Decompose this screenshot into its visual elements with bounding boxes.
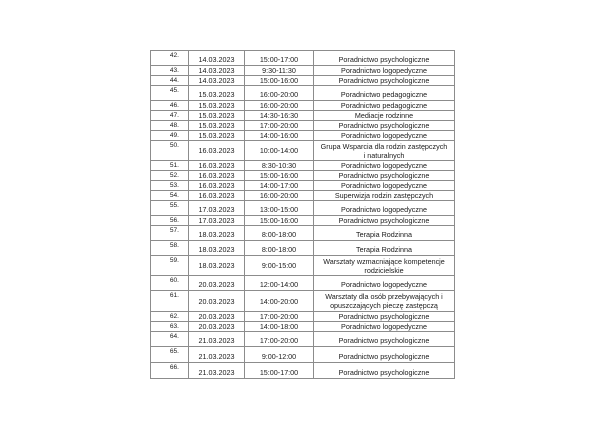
- row-date: 18.03.2023: [189, 226, 245, 241]
- row-description: Poradnictwo pedagogiczne: [314, 86, 455, 101]
- row-time: 16:00-20:00: [245, 101, 314, 111]
- row-date: 17.03.2023: [189, 216, 245, 226]
- table-row: [151, 191, 455, 201]
- row-time: 17:00-20:00: [245, 121, 314, 131]
- row-number: 46.: [151, 101, 189, 111]
- row-time: 16:00-20:00: [245, 86, 314, 101]
- row-time: 14:00-20:00: [245, 291, 314, 312]
- row-date: 21.03.2023: [189, 363, 245, 379]
- row-date: 20.03.2023: [189, 322, 245, 332]
- row-date: 17.03.2023: [189, 201, 245, 216]
- table-row: [151, 201, 455, 216]
- table-row: [151, 226, 455, 241]
- row-description-line-1: Grupa Wsparcia dla rodzin zastępczych: [320, 141, 448, 151]
- row-time: 17:00-20:00: [245, 332, 314, 347]
- row-number: 42.: [151, 51, 189, 66]
- row-number: 65.: [151, 347, 189, 363]
- row-time: 14:00-17:00: [245, 181, 314, 191]
- row-time: 15:00-16:00: [245, 171, 314, 181]
- row-number: 53.: [151, 181, 189, 191]
- row-description: Poradnictwo psychologiczne: [314, 347, 455, 363]
- row-date: 20.03.2023: [189, 291, 245, 312]
- row-date: 16.03.2023: [189, 171, 245, 181]
- row-time: 17:00-20:00: [245, 312, 314, 322]
- row-description: Poradnictwo logopedyczne: [314, 201, 455, 216]
- row-time: 14:30-16:30: [245, 111, 314, 121]
- table-row: [151, 101, 455, 111]
- row-number: 64.: [151, 332, 189, 347]
- row-date: 15.03.2023: [189, 86, 245, 101]
- row-description: [314, 291, 455, 312]
- table-row: [151, 322, 455, 332]
- row-description: Terapia Rodzinna: [314, 226, 455, 241]
- row-date: 16.03.2023: [189, 161, 245, 171]
- row-time: 16:00-20:00: [245, 191, 314, 201]
- row-time: 15:00-17:00: [245, 51, 314, 66]
- row-date: 16.03.2023: [189, 191, 245, 201]
- row-description: Poradnictwo psychologiczne: [314, 216, 455, 226]
- row-time: 8:00-18:00: [245, 241, 314, 256]
- schedule-table: [150, 50, 455, 379]
- table-row: [151, 332, 455, 347]
- row-number: 50.: [151, 141, 189, 161]
- row-number: 52.: [151, 171, 189, 181]
- row-number: 58.: [151, 241, 189, 256]
- row-description: Poradnictwo logopedyczne: [314, 276, 455, 291]
- row-number: 44.: [151, 76, 189, 86]
- row-number: 61.: [151, 291, 189, 312]
- row-number: 45.: [151, 86, 189, 101]
- row-description: [314, 141, 455, 161]
- table-row: [151, 347, 455, 363]
- row-number: 43.: [151, 66, 189, 76]
- row-description: Poradnictwo logopedyczne: [314, 161, 455, 171]
- row-description: Terapia Rodzinna: [314, 241, 455, 256]
- row-date: 14.03.2023: [189, 51, 245, 66]
- row-date: 15.03.2023: [189, 101, 245, 111]
- schedule-body: [151, 51, 455, 379]
- row-time: 9:00-12:00: [245, 347, 314, 363]
- row-date: 14.03.2023: [189, 76, 245, 86]
- row-date: 18.03.2023: [189, 241, 245, 256]
- row-date: 20.03.2023: [189, 276, 245, 291]
- row-date: 15.03.2023: [189, 121, 245, 131]
- row-description-line-2: i naturalnych: [363, 150, 405, 160]
- table-row: [151, 141, 455, 161]
- row-time: 12:00-14:00: [245, 276, 314, 291]
- row-number: 63.: [151, 322, 189, 332]
- table-row: [151, 161, 455, 171]
- row-description-line-1: Warsztaty dla osób przebywających i: [325, 292, 443, 301]
- row-date: 15.03.2023: [189, 111, 245, 121]
- row-time: 15:00-17:00: [245, 363, 314, 379]
- row-time: 8:00-18:00: [245, 226, 314, 241]
- row-number: 47.: [151, 111, 189, 121]
- row-description: Poradnictwo psychologiczne: [314, 121, 455, 131]
- row-time: 13:00-15:00: [245, 201, 314, 216]
- row-description: Poradnictwo psychologiczne: [314, 332, 455, 347]
- table-row: [151, 51, 455, 66]
- row-number: 54.: [151, 191, 189, 201]
- row-description: Superwizja rodzin zastępczych: [314, 191, 455, 201]
- row-number: 49.: [151, 131, 189, 141]
- table-row: [151, 256, 455, 276]
- row-description: [314, 256, 455, 276]
- row-date: 21.03.2023: [189, 347, 245, 363]
- row-time: 14:00-16:00: [245, 131, 314, 141]
- row-description: Poradnictwo logopedyczne: [314, 181, 455, 191]
- row-time: 15:00-16:00: [245, 76, 314, 86]
- table-row: [151, 111, 455, 121]
- row-number: 48.: [151, 121, 189, 131]
- table-row: [151, 121, 455, 131]
- table-row: [151, 86, 455, 101]
- row-number: 51.: [151, 161, 189, 171]
- table-row: [151, 216, 455, 226]
- row-description-line-2: rodzicielskie: [364, 265, 404, 275]
- table-row: [151, 312, 455, 322]
- row-description: Poradnictwo logopedyczne: [314, 322, 455, 332]
- row-number: 57.: [151, 226, 189, 241]
- table-row: [151, 363, 455, 379]
- row-description: Poradnictwo logopedyczne: [314, 131, 455, 141]
- row-time: 15:00-16:00: [245, 216, 314, 226]
- row-time: 9:30-11:30: [245, 66, 314, 76]
- row-description-line-2: opuszczających pieczę zastępczą: [330, 301, 438, 310]
- row-time: 9:00-15:00: [245, 256, 314, 276]
- row-time: 14:00-18:00: [245, 322, 314, 332]
- row-time: 8:30-10:30: [245, 161, 314, 171]
- row-description: Poradnictwo psychologiczne: [314, 76, 455, 86]
- row-date: 15.03.2023: [189, 131, 245, 141]
- row-number: 55.: [151, 201, 189, 216]
- table-row: [151, 276, 455, 291]
- table-row: [151, 241, 455, 256]
- row-date: 18.03.2023: [189, 256, 245, 276]
- row-description: Mediacje rodzinne: [314, 111, 455, 121]
- row-description: Poradnictwo psychologiczne: [314, 51, 455, 66]
- row-number: 66.: [151, 363, 189, 379]
- row-description-line-1: Warsztaty wzmacniające kompetencje: [323, 256, 445, 266]
- row-date: 21.03.2023: [189, 332, 245, 347]
- row-time: 10:00-14:00: [245, 141, 314, 161]
- row-description: Poradnictwo pedagogiczne: [314, 101, 455, 111]
- row-date: 14.03.2023: [189, 66, 245, 76]
- row-description: Poradnictwo psychologiczne: [314, 171, 455, 181]
- table-row: [151, 171, 455, 181]
- row-number: 60.: [151, 276, 189, 291]
- row-date: 16.03.2023: [189, 141, 245, 161]
- row-number: 59.: [151, 256, 189, 276]
- row-description: Poradnictwo psychologiczne: [314, 312, 455, 322]
- table-row: [151, 291, 455, 312]
- table-row: [151, 76, 455, 86]
- row-description: Poradnictwo logopedyczne: [314, 66, 455, 76]
- row-date: 20.03.2023: [189, 312, 245, 322]
- table-row: [151, 181, 455, 191]
- row-number: 56.: [151, 216, 189, 226]
- row-number: 62.: [151, 312, 189, 322]
- table-row: [151, 66, 455, 76]
- row-date: 16.03.2023: [189, 181, 245, 191]
- row-description: Poradnictwo psychologiczne: [314, 363, 455, 379]
- table-row: [151, 131, 455, 141]
